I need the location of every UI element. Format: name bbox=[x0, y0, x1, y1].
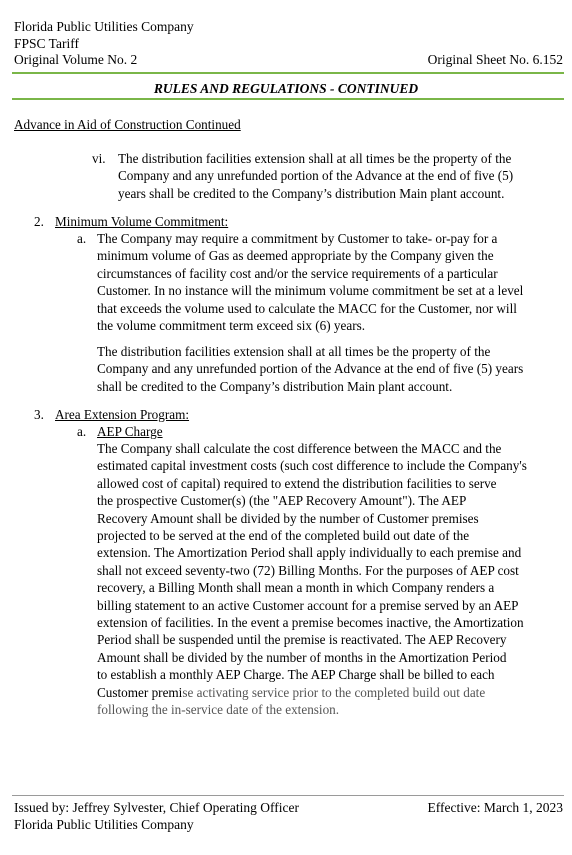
effective-date: Effective: March 1, 2023 bbox=[427, 800, 563, 815]
item-3a-text: The Company shall calculate the cost difference between the MACC and the estimated capital investment costs (such cost difference to include the Company's allowed cost of capital) required to extend the distribution facilities to serve the prospective Customer(s) (the "AEP Recovery Amount"). The AEP Recovery Amount shall be divided by the number of Customer premises projected to be served at the end of the completed build out date of the extension. The Amortization Period shall apply individually to each premise and shall not exceed seventy-two (72) Billing Months. For the purposes of AEP cost recovery, a Billing Month shall mean a month in which Company renders a billing statement to an active Customer account for a premise served by an AEP extension of facilities. In the event a premise becomes inactive, the Amortization Period shall be suspended until the premise is reactivated. The AEP Recovery Amount shall be divided by the number of months in the Amortization Period to establish a monthly AEP Charge. The AEP Charge shall be billed to each Customer premise activating service prior to the completed build out date following the in-service date of the extension. bbox=[97, 441, 527, 718]
item-3-heading: Area Extension Program: bbox=[55, 407, 190, 422]
item-2-number: 2. bbox=[34, 214, 44, 229]
item-3-number: 3. bbox=[34, 407, 44, 422]
company-name: Florida Public Utilities Company bbox=[14, 19, 194, 34]
page-title: RULES AND REGULATIONS - CONTINUED bbox=[153, 81, 419, 96]
issued-by: Issued by: Jeffrey Sylvester, Chief Operating Officer bbox=[14, 800, 300, 815]
item-3a-heading: AEP Charge bbox=[97, 424, 163, 439]
tariff-name: FPSC Tariff bbox=[14, 36, 79, 51]
item-2a-marker: a. bbox=[77, 231, 87, 246]
item-vi-marker: vi. bbox=[92, 151, 106, 166]
item-2-heading: Minimum Volume Commitment: bbox=[55, 214, 229, 229]
item-3a-marker: a. bbox=[77, 424, 87, 439]
section-heading: Advance in Aid of Construction Continued bbox=[14, 117, 241, 132]
header-divider bbox=[12, 72, 564, 74]
sheet-number: Original Sheet No. 6.152 bbox=[427, 52, 563, 67]
item-2a-text: The Company may require a commitment by Customer to take- or-pay for a minimum volume of Gas as deemed appropriate by the Company given the circumstances of facility cost and/or the service requirements of a particular Customer. In no instance will the minimum volume commitment be set at a level that exceeds the volume used to calculate the MACC for the Customer, nor will the volume commitment term exceed six (6) years. bbox=[97, 231, 524, 334]
volume-number: Original Volume No. 2 bbox=[14, 52, 138, 67]
footer-company: Florida Public Utilities Company bbox=[14, 817, 194, 832]
footer-divider bbox=[12, 795, 564, 796]
item-2a-paragraph-2: The distribution facilities extension shall at all times be the property of the Company and any unrefunded portion of the Advance at the end of five (5) years shall be credited to the Company’s distribution Main plant account. bbox=[97, 344, 524, 394]
item-vi-text: The distribution facilities extension shall at all times be the property of the Company and any unrefunded portion of the Advance at the end of five (5) years shall be credited to the Company’s distribution Main plant account. bbox=[118, 151, 514, 201]
title-divider bbox=[12, 98, 564, 100]
